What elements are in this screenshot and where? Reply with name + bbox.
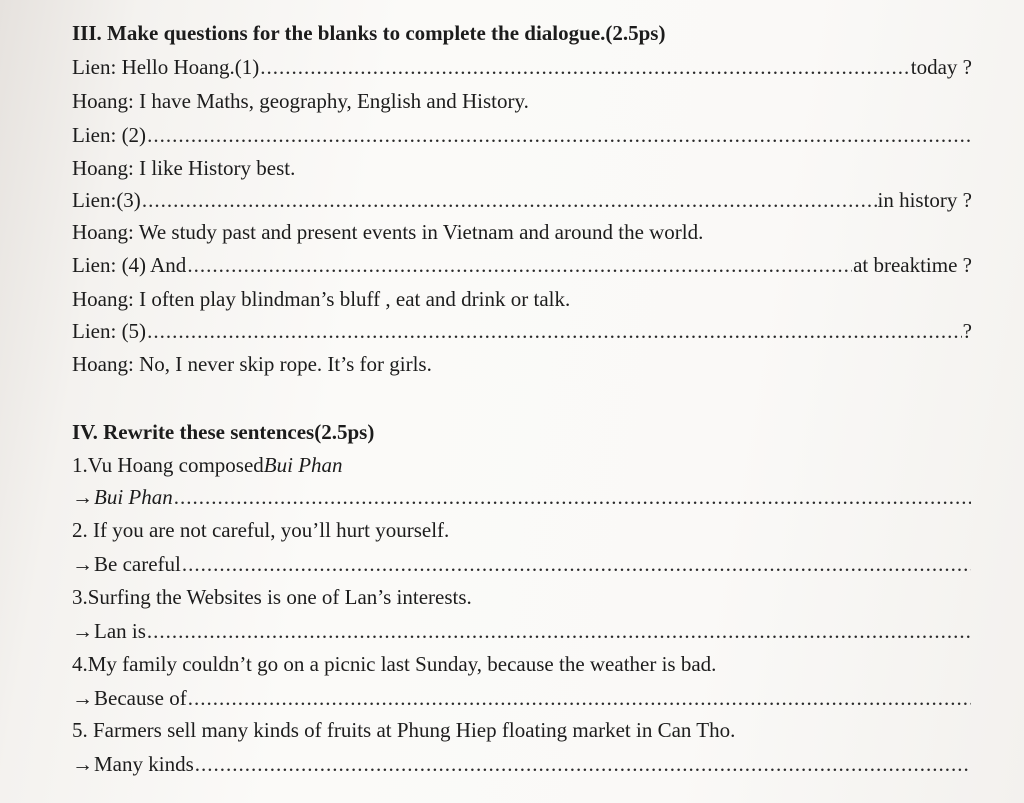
- sentence-text-italic: Bui Phan: [263, 453, 343, 477]
- sentence-text: 2. If you are not careful, you’ll hurt yourself.: [72, 518, 450, 542]
- answer-lead: Because of: [94, 686, 187, 710]
- answer-lead: Many kinds: [94, 752, 194, 776]
- answer-blank-1[interactable]: [260, 52, 910, 82]
- dialogue-text: Hoang: We study past and present events in Vietnam and around the world.: [72, 220, 704, 244]
- arrow-icon: →: [72, 485, 93, 509]
- dialogue-line-2: [72, 86, 972, 116]
- dialogue-line-6: [72, 217, 972, 247]
- dialogue-line-3: [72, 120, 972, 150]
- rewrite-sentence-2: [72, 515, 972, 545]
- dialogue-line-4: [72, 153, 972, 183]
- rewrite-blank-2[interactable]: [182, 549, 971, 579]
- rewrite-sentence-3: [72, 582, 972, 612]
- dialogue-text: Lien: (5): [72, 319, 147, 343]
- dialogue-tail: at breaktime ?: [853, 253, 972, 277]
- dialogue-tail: ?: [962, 319, 972, 343]
- rewrite-answer-3: [72, 616, 972, 646]
- section-3-heading: III. Make questions for the blanks to complete the dialogue.(2.5ps): [72, 21, 666, 45]
- dialogue-text: Lien: (2): [72, 123, 147, 147]
- dialogue-text: Hoang: I have Maths, geography, English and History.: [72, 89, 529, 113]
- dialogue-line-8: [72, 284, 972, 314]
- sentence-text: 1.Vu Hoang composed: [72, 453, 264, 477]
- dialogue-tail: today ?: [910, 55, 972, 79]
- answer-blank-4[interactable]: [187, 250, 852, 280]
- answer-blank-3[interactable]: [142, 185, 877, 215]
- dialogue-line-5: [72, 185, 972, 215]
- dialogue-line-9: [72, 316, 972, 346]
- rewrite-blank-3[interactable]: [147, 616, 971, 646]
- section-4-heading: IV. Rewrite these sentences(2.5ps): [72, 420, 375, 444]
- answer-lead: Be careful: [94, 552, 181, 576]
- dialogue-text: Hoang: I often play blindman’s bluff , eat and drink or talk.: [72, 287, 571, 311]
- answer-blank-2[interactable]: [147, 120, 971, 150]
- dialogue-tail: in history ?: [877, 188, 972, 212]
- sentence-text: 3.Surfing the Websites is one of Lan’s interests.: [72, 585, 472, 609]
- rewrite-blank-1[interactable]: [174, 482, 971, 512]
- rewrite-sentence-4: [72, 649, 972, 679]
- rewrite-sentence-1: [72, 450, 972, 480]
- rewrite-answer-1: [72, 482, 972, 512]
- rewrite-answer-5: [72, 749, 972, 779]
- dialogue-text: Lien: Hello Hoang.(1): [72, 55, 260, 79]
- answer-lead: Lan is: [94, 619, 146, 643]
- rewrite-blank-4[interactable]: [188, 683, 971, 713]
- dialogue-line-10: [72, 349, 972, 379]
- rewrite-sentence-5: [72, 715, 972, 745]
- rewrite-answer-2: [72, 549, 972, 579]
- sentence-text: 4.My family couldn’t go on a picnic last Sunday, because the weather is bad.: [72, 652, 717, 676]
- answer-lead: Bui Phan: [94, 485, 173, 509]
- rewrite-answer-4: [72, 683, 972, 713]
- rewrite-blank-5[interactable]: [195, 749, 971, 779]
- dialogue-line-1: [72, 52, 972, 82]
- arrow-icon: →: [72, 752, 93, 776]
- dialogue-line-7: [72, 250, 972, 280]
- arrow-icon: →: [72, 686, 93, 710]
- answer-blank-5[interactable]: [147, 316, 962, 346]
- dialogue-text: Lien: (4) And: [72, 253, 187, 277]
- sentence-text: 5. Farmers sell many kinds of fruits at Phung Hiep floating market in Can Tho.: [72, 718, 736, 742]
- arrow-icon: →: [72, 552, 93, 576]
- dialogue-text: Hoang: No, I never skip rope. It’s for girls.: [72, 352, 432, 376]
- arrow-icon: →: [72, 619, 93, 643]
- dialogue-text: Lien:(3): [72, 188, 141, 212]
- dialogue-text: Hoang: I like History best.: [72, 156, 296, 180]
